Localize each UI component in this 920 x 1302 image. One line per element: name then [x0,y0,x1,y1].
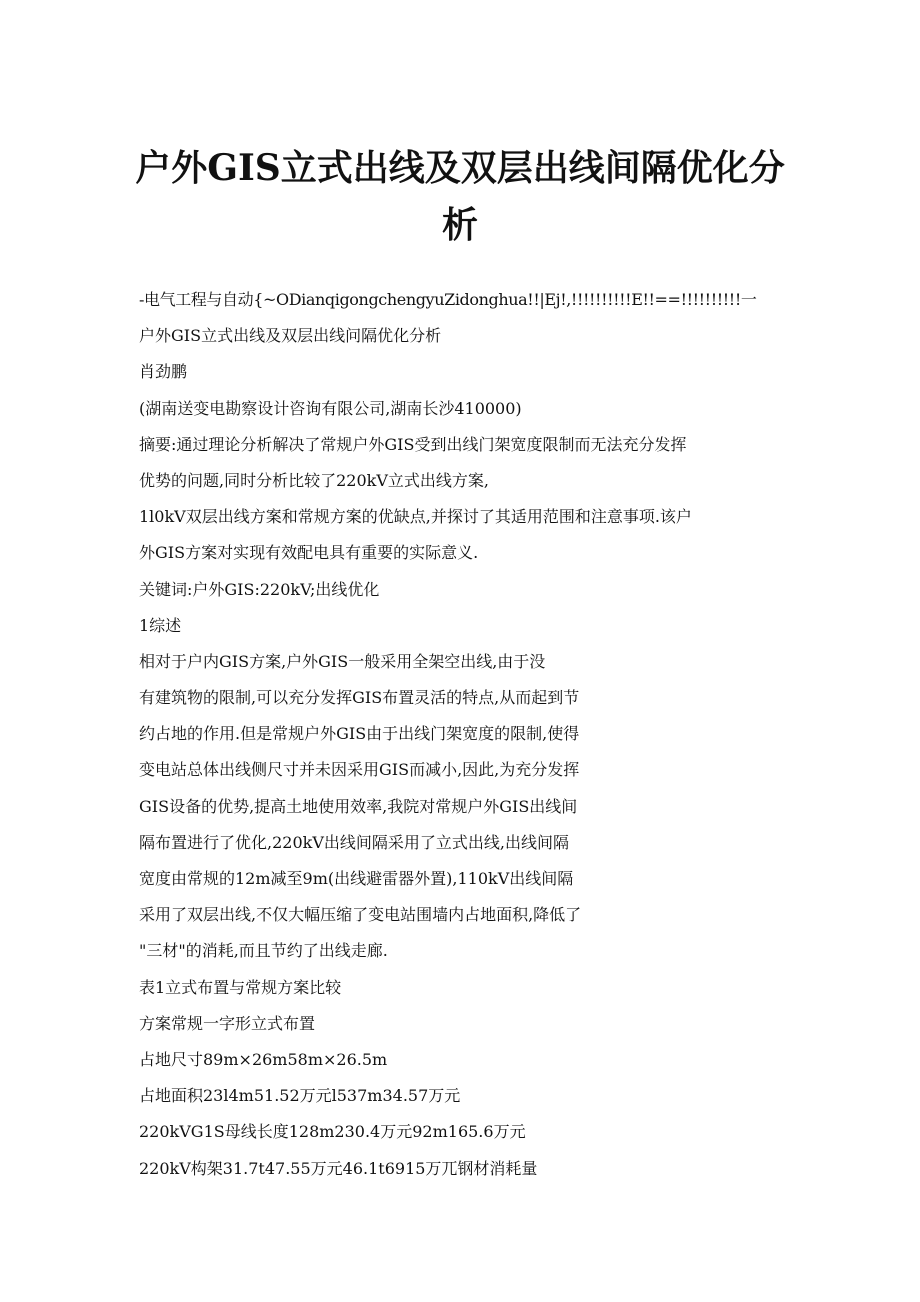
table-row: 占地面积23l4m51.52万元l537m34.57万元 [139,1086,461,1106]
author-line: 肖劲鹏 [139,362,188,382]
paragraph-line: 宽度由常规的12m减至9m(出线避雷器外置),110kV出线间隔 [139,869,574,888]
paragraph-line: 变电站总体出线侧尺寸并未因采用GIS而减小,因此,为充分发挥 [139,760,580,780]
paragraph-line: 采用了双层出线,不仅大幅压缩了变电站围墙内占地面积,降低了 [139,905,582,925]
document-body [139,282,789,1187]
journal-header-line: -电气工程与自动{~ODianqigongchengyuZidonghua!!|Ej!,!!!!!!!!!!E!!==!!!!!!!!!!一 [139,290,757,309]
title-line-2: 析 [441,204,478,246]
paragraph-line: "三材"的消耗,而且节约了出线走廊. [139,941,388,961]
table-caption: 表1立式布置与常规方案比较 [139,977,342,997]
table-row: 220kVG1S母线长度128m230.4万元92m165.6万元 [139,1122,526,1142]
title-line-1: 户外GIS立式出线及双层出线间隔优化分 [135,147,785,189]
abstract-line: 1l0kV双层出线方案和常规方案的优缺点,并探讨了其适用范围和注意事项.该户 [139,507,692,527]
paragraph-line: 隔布置进行了优化,220kV出线间隔采用了立式出线,出线间隔 [139,832,569,852]
paragraph-line: 约占地的作用.但是常规户外GIS由于出线门架宽度的限制,使得 [139,724,580,744]
document-title [120,140,800,254]
article-title-line: 户外GIS立式出线及双层出线问隔优化分析 [139,326,442,346]
table-row: 占地尺寸89m×26m58m×26.5m [139,1049,388,1069]
paragraph-line: 相对于户内GIS方案,户外GIS一般采用全架空出线,由于没 [139,651,546,671]
table-row: 220kV构架31.7t47.55万元46.1t6915万兀钢材消耗量 [139,1158,538,1178]
paragraph-line: 有建筑物的限制,可以充分发挥GIS布置灵活的特点,从而起到节 [139,688,580,708]
abstract-line: 优势的问题,同时分析比较了220kV立式出线方案, [139,470,489,490]
abstract-line: 摘要:通过理论分析解决了常规户外GIS受到出线门架宽度限制而无法充分发挥 [139,434,687,454]
section-heading: 1综述 [139,615,182,635]
paragraph-line: GIS设备的优势,提高土地使用效率,我院对常规户外GIS出线间 [139,796,578,816]
affiliation-line: (湖南送变电勘察设计咨询有限公司,湖南长沙410000) [139,398,522,418]
keywords-line: 关键词:户外GIS:220kV;出线优化 [139,579,380,599]
table-row: 方案常规一字形立式布置 [139,1013,316,1033]
abstract-line: 外GIS方案对实现有效配电具有重要的实际意义. [139,543,479,563]
